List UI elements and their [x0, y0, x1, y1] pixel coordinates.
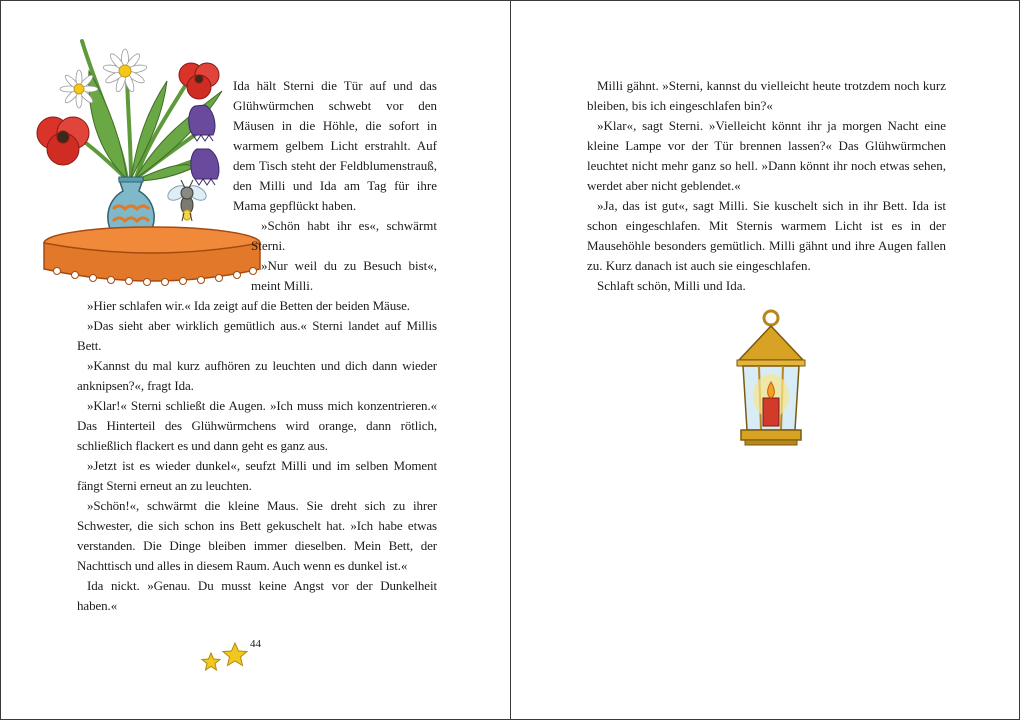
- paragraph: »Nur weil du zu Besuch bist«, meint Milli.: [251, 258, 437, 293]
- paragraph: »Jetzt ist es wieder dunkel«, seufzt Milli und im selben Moment fängt Sterni erneut an zu leuchten.: [77, 458, 437, 493]
- paragraph: »Schön!«, schwärmt die kleine Maus. Sie dreht sich zu ihrer Schwester, die sich schon ins Bett gekuschelt hat. »Ich habe etwas verstanden. Die Dinge bleiben immer dieselben. Mein Bett, der Nachttisch und alles in diesem Raum. Auch wenn es dunkel ist.«: [77, 498, 437, 573]
- paragraph: »Ja, das ist gut«, sagt Milli. Sie kuschelt sich in ihr Bett. Ida ist schon eingeschlafen. Mit Sternis warmem Licht ist es in der Mausehöhle besonders gemütlich. Milli gähnt und ihre Augen fallen zu. Kurz danach ist auch sie eingeschlafen.: [587, 198, 946, 273]
- page-number: 44: [250, 638, 261, 650]
- indented-text: [251, 216, 437, 296]
- paragraph: Schlaft schön, Milli und Ida.: [597, 278, 746, 293]
- bellflower-icon: [189, 105, 219, 185]
- intro-text: [233, 76, 437, 216]
- paragraph: »Das sieht aber wirklich gemütlich aus.« Sterni landet auf Millis Bett.: [77, 318, 437, 353]
- left-page: [1, 1, 510, 719]
- paragraph: Ida nickt. »Genau. Du musst keine Angst vor der Dunkelheit haben.«: [77, 578, 437, 613]
- firefly-illustration: [165, 180, 208, 221]
- paragraph: »Schön habt ihr es«, schwärmt Sterni.: [251, 218, 437, 253]
- star-icon: [199, 639, 251, 673]
- main-text: [77, 296, 437, 616]
- paragraph: »Klar!« Sterni schließt die Augen. »Ich muss mich konzentrieren.« Das Hinterteil des Glühwürmchens wird orange, dann rötlich, schließlich flackert es und dann geht es ganz aus.: [77, 398, 437, 453]
- paragraph: »Klar«, sagt Sterni. »Vielleicht könnt ihr ja morgen Nacht eine kleine Lampe vor der Tür brennen lassen?« Das Glühwürmchen leuchtet nicht mehr ganz so hell. »Dann könnt ihr noch etwas sehen, werdet aber nicht geblendet.«: [587, 118, 946, 193]
- table-illustration: [44, 227, 260, 286]
- paragraph: »Hier schlafen wir.« Ida zeigt auf die Betten der beiden Mäuse.: [87, 298, 410, 313]
- lantern-illustration: [731, 306, 811, 451]
- right-page: [511, 1, 1019, 719]
- paragraph: Ida hält Sterni die Tür auf und das Glühwürmchen schwebt vor den Mäusen in die Höhle, die sofort in warmem gelbem Licht erstrahlt. Auf dem Tisch steht der Feldblumenstrauß, den Milli und Ida am Tag für ihre Mama gepflückt haben.: [233, 78, 437, 213]
- paragraph: »Kannst du mal kurz aufhören zu leuchten und dich dann wieder anknipsen?«, fragt Ida.: [77, 358, 437, 393]
- paragraph: Milli gähnt. »Sterni, kannst du vielleicht heute trotzdem noch kurz bleiben, bis ich eingeschlafen bin?«: [587, 78, 946, 113]
- main-text: [587, 76, 946, 296]
